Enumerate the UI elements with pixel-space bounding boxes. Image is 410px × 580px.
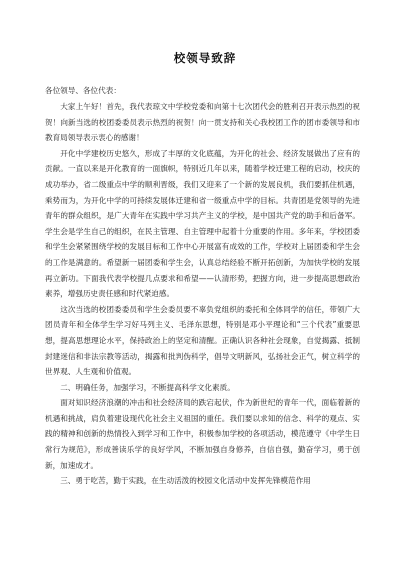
- paragraph-study-requirements: 面对知识经济浪潮的冲击和社会经济局的跌宕起伏，作为新世纪的青年一代，面临着新的机遇和挑战，肩负着建设现代化社会主义祖国的重任。我们要以求知的信念、科学的观点、实践的精神和创新的热情投入到学习和工作中，积极参加学校的各项活动，模范遵守《中学生日常行为规范》，形成善读乐学的良好学风，不断加强自身修养，自信自强，勤奋学习，勇于创新，加速成才。: [45, 398, 360, 470]
- document-body: [45, 99, 360, 489]
- greeting-line: 各位领导、各位代表：: [45, 86, 121, 95]
- paragraph-school-history: 开化中学建校历史悠久，形成了丰厚的文化底蕴，为开化的社会、经济发展做出了应有的贡献。一直以来是开化教育的一面旗帜，特别近几年以来，随着学校迁建工程的启动，校庆的成功举办，省二级重点中学的顺利晋级，我们又迎来了一个新的发展良机，我们要抓住机遇，乘势而为，为开化中学的可持续发展体迁建和省一级重点中学的目标。共青团是党领导的先进青年的群众组织，是广大青年在实践中学习共产主义的学校，是中国共产党的助手和后备军。学生会是学生自己的组织，在民主管理、自主管理中起着十分重要的作用。多年来，学校团委和学生会紧紧围绕学校的发展目标和工作中心开展富有成效的工作，学校对上届团委和学生会的工作是满意的。希望新一届团委和学生会，认真总结经验不断开拓创新，为加快学校的发展再立新功。下面我代表学校提几点要求和希望——认清形势，把握方向，进一步提高思想政治素养，增强历史责任感和时代紧迫感。: [45, 148, 360, 299]
- paragraph-political-requirements: 这次当选的校团委委员和学生会委员要不辜负党组织的委托和全体同学的信任，带领广大团员青年和全体学生学习好马列主义、毛泽东思想，特别是邓小平理论和“三个代表”重要思想，提高思想理论水平，保持政治上的坚定和清醒。正确认识各种社会现象，自觉揭露、抵制封建迷信和非法宗教等活动，揭露和批判伪科学，倡导文明新风，弘扬社会正气，树立科学的世界观、人生观和价值观。: [45, 304, 360, 377]
- section-heading-two: 二、明确任务，加强学习，不断提高科学文化素质。: [60, 382, 235, 392]
- document-title: 校领导致辞: [173, 51, 237, 65]
- paragraph-opening: 大家上午好！首先，我代表琼文中学校党委和向第十七次团代会的胜利召开表示热烈的祝贺！向新当选的校团委委员表示热烈的祝贺！向一贯支持和关心我校团工作的团市委领导和市教育局领导表示衷心的感谢！: [45, 102, 360, 143]
- section-heading-three: 三、勇于吃苦，勤于实践，在生动活泼的校园文化活动中发挥先锋模范作用: [60, 476, 311, 486]
